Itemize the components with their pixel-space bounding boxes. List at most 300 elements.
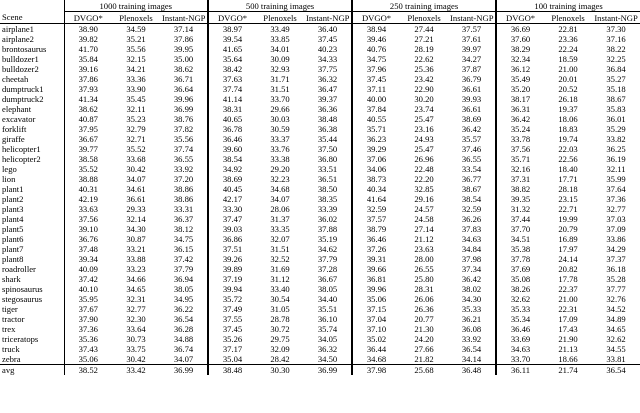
table-cell: 17.71 — [558, 174, 578, 184]
table-cell: 38.17 — [496, 94, 544, 104]
table-cell: 18.59 — [558, 54, 578, 64]
table-cell: 32.34 — [496, 54, 544, 64]
table-cell: 37.20 — [173, 174, 194, 184]
table-cell: 24.57 — [414, 204, 434, 214]
scene-name: shark — [2, 274, 21, 284]
table-cell: 36.76 — [64, 234, 112, 244]
table-cell: 25.47 — [414, 114, 434, 124]
table-cell: 22.81 — [558, 24, 578, 34]
table-cell: 29.20 — [270, 164, 290, 174]
table-cell: 34.06 — [352, 164, 400, 174]
table-cell: 36.22 — [173, 304, 194, 314]
table-cell: 34.14 — [461, 354, 482, 364]
table-cell: 34.68 — [352, 354, 400, 365]
table-cell: 37.26 — [352, 244, 400, 254]
method-column-header: DVGO* — [496, 12, 544, 24]
table-cell: 37.03 — [606, 214, 626, 224]
table-cell: 36.74 — [173, 344, 194, 354]
table-cell: 32.09 — [270, 344, 290, 354]
scene-name: plant2 — [2, 194, 24, 204]
table-cell: 38.26 — [496, 284, 544, 294]
table-cell: 38.05 — [317, 284, 338, 294]
table-cell: 37.43 — [64, 344, 112, 354]
table-cell: 36.86 — [208, 234, 256, 244]
table-cell: 38.22 — [606, 44, 626, 54]
table-cell: 40.00 — [352, 94, 400, 104]
table-row — [0, 214, 640, 224]
table-cell: 35.29 — [606, 124, 626, 134]
table-cell: 18.06 — [558, 114, 578, 124]
table-cell: 39.96 — [173, 94, 194, 104]
method-column-header: Instant-NGP — [448, 12, 496, 24]
table-cell: 32.62 — [496, 294, 544, 304]
table-row — [0, 244, 640, 254]
table-cell: 33.69 — [496, 334, 544, 344]
table-cell: 37.56 — [64, 214, 112, 224]
table-cell: 41.64 — [352, 194, 400, 204]
table-cell: 37.04 — [352, 314, 400, 324]
table-cell: 34.40 — [317, 294, 338, 304]
table-cell: 36.84 — [606, 64, 626, 74]
table-cell: 37.45 — [208, 324, 256, 334]
table-cell: 32.76 — [606, 294, 626, 304]
table-cell: 37.61 — [461, 34, 482, 44]
table-cell: 31.37 — [270, 214, 290, 224]
table-row — [0, 334, 640, 344]
table-cell: 36.71 — [173, 74, 194, 84]
table-row — [0, 54, 640, 64]
table-cell: 35.18 — [606, 84, 626, 94]
table-cell: 36.15 — [173, 244, 194, 254]
table-cell: 36.46 — [208, 134, 256, 144]
method-column-header: DVGO* — [352, 12, 400, 24]
table-cell: 37.79 — [317, 254, 338, 264]
table-cell: 36.21 — [461, 314, 482, 324]
table-cell: 34.07 — [126, 174, 146, 184]
average-label: avg — [0, 365, 64, 376]
table-cell: 36.69 — [496, 24, 544, 35]
table-cell: 42.17 — [208, 194, 256, 204]
table-cell: 34.65 — [606, 324, 626, 334]
table-cell: 33.92 — [461, 334, 482, 344]
table-row — [0, 174, 640, 184]
scene-name: tractor — [2, 314, 25, 324]
table-cell: 32.93 — [270, 64, 290, 74]
table-cell: 40.31 — [64, 184, 112, 194]
table-cell: 39.77 — [64, 144, 112, 154]
table-cell: 33.21 — [126, 244, 146, 254]
table-cell: 34.05 — [317, 334, 338, 344]
table-cell: 34.63 — [461, 234, 482, 244]
table-cell: 36.26 — [461, 214, 482, 224]
table-cell: 40.55 — [352, 114, 400, 124]
table-cell: 35.33 — [461, 304, 482, 314]
table-cell: 33.49 — [270, 24, 290, 34]
table-cell: 35.27 — [606, 74, 626, 84]
table-cell: 39.97 — [461, 44, 482, 54]
scene-name: plant5 — [2, 224, 24, 234]
table-cell: 32.30 — [126, 314, 146, 324]
method-column-header: Instant-NGP — [592, 12, 640, 24]
table-cell: 34.01 — [270, 44, 290, 54]
table-cell: 20.82 — [558, 264, 578, 274]
table-cell: 37.55 — [208, 314, 256, 324]
table-cell: 36.44 — [352, 344, 400, 354]
table-cell: 39.82 — [64, 34, 112, 44]
table-cell: 37.57 — [352, 214, 400, 224]
table-cell: 29.16 — [414, 194, 434, 204]
table-cell: 26.55 — [414, 264, 434, 274]
scene-name: plant4 — [2, 214, 24, 224]
table-cell: 34.68 — [270, 184, 290, 194]
table-cell: 36.10 — [317, 314, 338, 324]
table-cell: 37.50 — [317, 144, 338, 154]
table-cell: 37.86 — [64, 74, 112, 84]
method-column-header: Instant-NGP — [304, 12, 352, 24]
table-cell: 35.57 — [461, 134, 482, 144]
table-cell: 33.54 — [461, 164, 482, 174]
table-cell: 37.70 — [496, 224, 544, 234]
table-cell: 38.29 — [496, 44, 544, 54]
table-cell: 34.07 — [173, 354, 194, 364]
table-cell: 36.61 — [461, 84, 482, 94]
table-cell: 18.66 — [558, 354, 578, 364]
table-cell: 37.64 — [606, 184, 626, 194]
table-cell: 37.44 — [496, 214, 544, 224]
table-cell: 37.93 — [64, 84, 112, 94]
scene-name: excavator — [2, 114, 36, 124]
scene-name: tiger — [2, 304, 18, 314]
table-cell: 18.83 — [558, 124, 578, 134]
table-cell: 38.94 — [352, 24, 400, 35]
table-cell: 34.95 — [173, 294, 194, 304]
table-row — [0, 164, 640, 174]
table-cell: 27.21 — [414, 34, 434, 44]
table-cell: 33.23 — [126, 264, 146, 274]
table-cell: 39.29 — [352, 144, 400, 154]
table-cell: 34.89 — [606, 314, 626, 324]
table-cell: 35.00 — [173, 54, 194, 64]
table-cell: 39.54 — [208, 34, 256, 44]
table-cell: 32.71 — [126, 134, 146, 144]
scene-name: roadroller — [2, 264, 36, 274]
table-cell: 41.70 — [64, 44, 112, 54]
table-cell: 37.63 — [208, 74, 256, 84]
table-cell: 34.07 — [270, 194, 290, 204]
table-cell: 36.81 — [352, 274, 400, 284]
table-cell: 35.06 — [352, 294, 400, 304]
table-cell: 21.74 — [544, 365, 592, 376]
table-cell: 37.95 — [64, 124, 112, 134]
table-cell: 39.34 — [64, 254, 112, 264]
table-cell: 36.64 — [173, 84, 194, 94]
table-row — [0, 64, 640, 74]
table-cell: 37.77 — [606, 284, 626, 294]
table-cell: 30.20 — [414, 94, 434, 104]
table-cell: 21.90 — [558, 334, 578, 344]
table-cell: 36.79 — [461, 74, 482, 84]
table-cell: 28.06 — [270, 204, 290, 214]
table-cell: 22.31 — [558, 304, 578, 314]
table-cell: 32.11 — [606, 164, 626, 174]
table-cell: 33.64 — [126, 324, 146, 334]
table-cell: 36.46 — [496, 324, 544, 334]
group-header: 500 training images — [208, 0, 352, 12]
table-cell: 35.08 — [496, 274, 544, 284]
table-cell: 37.90 — [64, 314, 112, 324]
scene-name: airplane1 — [2, 24, 34, 34]
table-cell: 23.36 — [558, 34, 578, 44]
table-cell: 38.31 — [208, 104, 256, 114]
table-cell: 32.14 — [126, 214, 146, 224]
table-cell: 22.20 — [414, 174, 434, 184]
table-cell: 38.67 — [606, 94, 626, 104]
table-cell: 33.36 — [126, 74, 146, 84]
table-cell: 37.49 — [208, 304, 256, 314]
table-cell: 39.60 — [208, 144, 256, 154]
table-cell: 34.27 — [461, 54, 482, 64]
table-cell: 39.66 — [352, 264, 400, 274]
table-cell: 36.40 — [317, 24, 338, 34]
table-cell: 34.65 — [126, 284, 146, 294]
table-cell: 22.90 — [414, 84, 434, 94]
table-cell: 37.86 — [173, 34, 194, 44]
table-row — [0, 314, 640, 324]
table-cell: 38.52 — [64, 365, 112, 376]
table-cell: 31.51 — [270, 84, 290, 94]
table-cell: 27.44 — [414, 24, 434, 34]
table-cell: 37.69 — [496, 264, 544, 274]
table-cell: 32.59 — [461, 204, 482, 214]
table-cell: 31.12 — [270, 274, 290, 284]
table-cell: 36.55 — [173, 154, 194, 164]
scene-name: bulldozer1 — [2, 54, 39, 64]
table-cell: 38.73 — [352, 174, 400, 184]
table-cell: 36.46 — [352, 234, 400, 244]
table-cell: 37.83 — [461, 224, 482, 234]
table-cell: 38.54 — [208, 154, 256, 164]
table-cell: 35.38 — [496, 244, 544, 254]
table-cell: 36.54 — [461, 344, 482, 354]
group-header: 100 training images — [496, 0, 640, 12]
table-cell: 36.51 — [317, 174, 338, 184]
table-cell: 35.02 — [352, 334, 400, 344]
table-row — [0, 74, 640, 84]
average-row — [0, 365, 640, 376]
table-cell: 37.36 — [64, 324, 112, 334]
table-cell: 23.15 — [558, 194, 578, 204]
scene-name: cheetah — [2, 74, 29, 84]
table-row — [0, 114, 640, 124]
table-cell: 35.28 — [606, 274, 626, 284]
table-cell: 37.45 — [317, 34, 338, 44]
table-cell: 33.86 — [606, 234, 626, 244]
table-cell: 32.79 — [126, 124, 146, 134]
table-cell: 38.86 — [173, 194, 194, 204]
method-column-header: Plenoxels — [544, 12, 592, 24]
scene-name: truck — [2, 344, 20, 354]
table-cell: 33.82 — [606, 134, 626, 144]
table-cell: 37.10 — [352, 324, 400, 334]
table-row — [0, 144, 640, 154]
table-cell: 35.20 — [496, 84, 544, 94]
table-cell: 33.37 — [270, 134, 290, 144]
table-cell: 38.48 — [208, 365, 256, 376]
table-cell: 37.37 — [606, 254, 626, 264]
table-cell: 34.52 — [606, 304, 626, 314]
table-row — [0, 354, 640, 365]
table-cell: 35.24 — [496, 124, 544, 134]
table-cell: 38.76 — [173, 114, 194, 124]
table-cell: 37.60 — [496, 34, 544, 44]
table-cell: 35.36 — [64, 334, 112, 344]
table-cell: 37.47 — [208, 214, 256, 224]
table-cell: 29.66 — [270, 104, 290, 114]
table-cell: 35.56 — [173, 134, 194, 144]
table-cell: 40.45 — [208, 184, 256, 194]
scene-name: brontosaurus — [2, 44, 47, 54]
method-column-header: Instant-NGP — [160, 12, 208, 24]
scene-name: elephant — [2, 104, 32, 114]
table-cell: 36.99 — [304, 365, 352, 376]
table-cell: 35.45 — [126, 94, 146, 104]
table-cell: 35.56 — [126, 44, 146, 54]
table-cell: 36.78 — [208, 124, 256, 134]
table-cell: 33.78 — [496, 134, 544, 144]
table-cell: 36.94 — [173, 274, 194, 284]
table-row — [0, 184, 640, 194]
table-cell: 38.58 — [64, 154, 112, 164]
header-corner — [0, 0, 64, 12]
table-cell: 35.74 — [317, 324, 338, 334]
table-cell: 36.08 — [461, 324, 482, 334]
table-cell: 36.77 — [461, 174, 482, 184]
table-cell: 29.75 — [270, 334, 290, 344]
table-cell: 40.65 — [208, 114, 256, 124]
table-cell: 38.48 — [317, 114, 338, 124]
table-cell: 39.26 — [208, 254, 256, 264]
table-cell: 22.37 — [558, 284, 578, 294]
table-cell: 32.77 — [126, 304, 146, 314]
table-cell: 34.75 — [173, 234, 194, 244]
method-column-header: DVGO* — [64, 12, 112, 24]
scene-name: plant1 — [2, 184, 24, 194]
table-cell: 35.49 — [496, 74, 544, 84]
table-cell: 33.90 — [126, 84, 146, 94]
table-cell: 24.20 — [414, 334, 434, 344]
table-row — [0, 284, 640, 294]
table-cell: 28.31 — [414, 284, 434, 294]
scene-name: airplane2 — [2, 34, 34, 44]
table-cell: 26.18 — [558, 94, 578, 104]
scene-name: plant7 — [2, 244, 24, 254]
table-cell: 38.82 — [496, 184, 544, 194]
table-cell: 38.86 — [173, 184, 194, 194]
table-cell: 28.19 — [414, 44, 434, 54]
table-cell: 37.74 — [208, 84, 256, 94]
table-row — [0, 194, 640, 204]
table-cell: 38.97 — [208, 24, 256, 35]
table-cell: 37.74 — [173, 144, 194, 154]
table-row — [0, 84, 640, 94]
table-cell: 17.78 — [558, 274, 578, 284]
table-cell: 25.47 — [414, 144, 434, 154]
scene-name: bulldozer2 — [2, 64, 39, 74]
table-cell: 17.43 — [558, 324, 578, 334]
table-cell: 27.14 — [414, 224, 434, 234]
table-cell: 35.21 — [126, 34, 146, 44]
table-cell: 36.99 — [173, 104, 194, 114]
table-cell: 33.40 — [270, 284, 290, 294]
table-cell: 22.71 — [558, 204, 578, 214]
table-cell: 32.62 — [606, 334, 626, 344]
group-header: 250 training images — [352, 0, 496, 12]
table-cell: 20.79 — [558, 224, 578, 234]
table-row — [0, 204, 640, 214]
table-cell: 22.03 — [558, 144, 578, 154]
table-cell: 23.74 — [414, 104, 434, 114]
table-cell: 36.32 — [317, 344, 338, 354]
table-cell: 35.23 — [126, 114, 146, 124]
scene-name: dumptruck1 — [2, 84, 44, 94]
table-cell: 32.77 — [606, 204, 626, 214]
table-cell: 16.89 — [558, 234, 578, 244]
table-cell: 19.74 — [558, 134, 578, 144]
table-row — [0, 254, 640, 264]
table-cell: 38.88 — [64, 174, 112, 184]
table-cell: 38.50 — [317, 184, 338, 194]
table-cell: 36.18 — [606, 264, 626, 274]
table-cell: 37.87 — [461, 64, 482, 74]
table-cell: 19.99 — [558, 214, 578, 224]
table-cell: 34.50 — [317, 354, 338, 364]
table-cell: 35.26 — [208, 334, 256, 344]
table-cell: 34.55 — [606, 344, 626, 354]
table-cell: 38.54 — [461, 194, 482, 204]
scene-name: stegosaurus — [2, 294, 43, 304]
table-cell: 40.10 — [64, 284, 112, 294]
table-cell: 36.32 — [317, 74, 338, 84]
table-cell: 33.51 — [317, 164, 338, 174]
table-cell: 36.11 — [496, 365, 544, 376]
table-cell: 36.12 — [496, 64, 544, 74]
table-cell: 32.16 — [496, 164, 544, 174]
table-row — [0, 24, 640, 35]
table-cell: 37.06 — [352, 154, 400, 164]
table-cell: 33.70 — [270, 94, 290, 104]
table-row — [0, 154, 640, 164]
table-cell: 37.42 — [64, 274, 112, 284]
table-cell: 37.16 — [606, 34, 626, 44]
table-cell: 23.63 — [414, 244, 434, 254]
scene-name: lion — [2, 174, 16, 184]
table-row — [0, 234, 640, 244]
table-cell: 28.42 — [270, 354, 290, 364]
table-cell: 32.59 — [352, 204, 400, 214]
table-cell: 35.52 — [64, 164, 112, 174]
table-cell: 36.38 — [317, 124, 338, 134]
table-cell: 30.42 — [126, 354, 146, 364]
table-cell: 37.45 — [352, 74, 400, 84]
table-cell: 33.76 — [270, 144, 290, 154]
scene-name: lego — [2, 164, 17, 174]
table-cell: 37.36 — [606, 194, 626, 204]
table-cell: 33.81 — [606, 354, 626, 364]
table-cell: 36.61 — [461, 104, 482, 114]
table-cell: 34.30 — [126, 224, 146, 234]
table-cell: 31.32 — [496, 204, 544, 214]
table-cell: 21.12 — [414, 234, 434, 244]
